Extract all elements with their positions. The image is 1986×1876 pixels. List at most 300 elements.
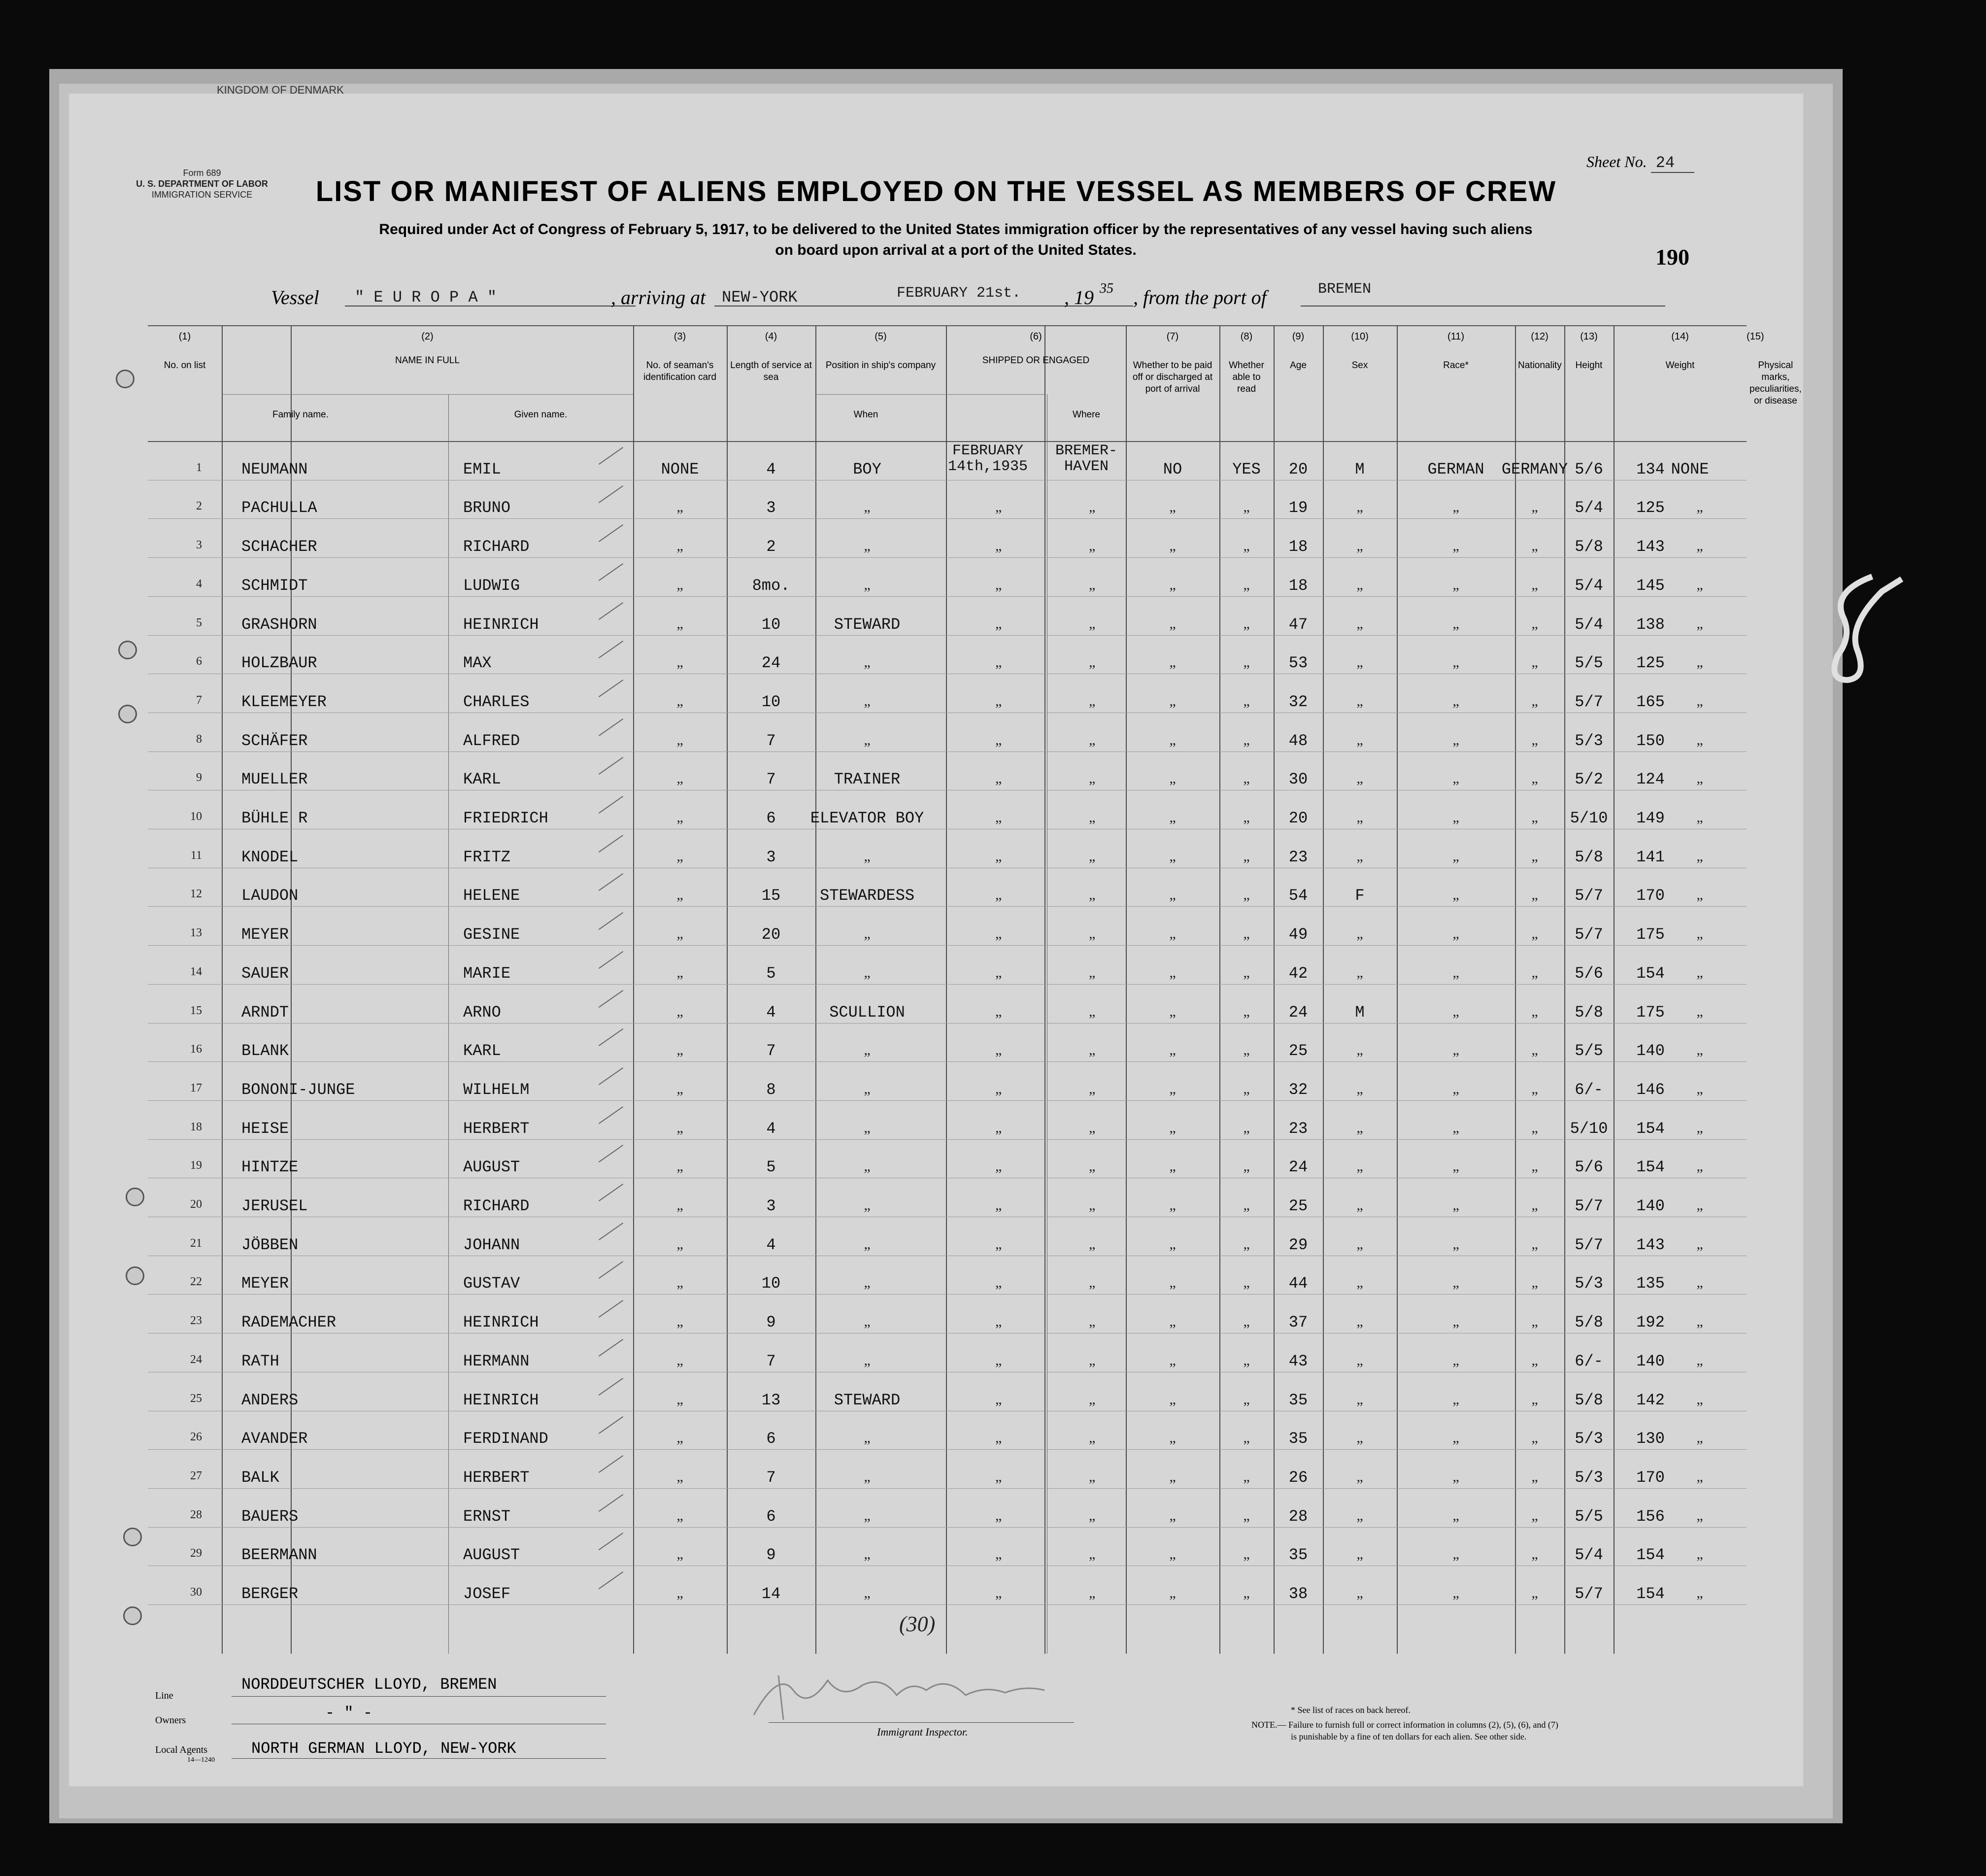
given-name: HERMANN bbox=[463, 1352, 530, 1370]
given-name: GUSTAV bbox=[463, 1274, 520, 1293]
nationality-cell: „ bbox=[1531, 654, 1538, 671]
row-number: 21 bbox=[190, 1236, 202, 1250]
read-cell: „ bbox=[1243, 1042, 1250, 1058]
weight-cell: 125 bbox=[1636, 654, 1665, 673]
table-row bbox=[148, 557, 1747, 596]
family-name: BEERMANN bbox=[241, 1546, 317, 1565]
race-cell: „ bbox=[1452, 1274, 1459, 1291]
row-number: 13 bbox=[190, 926, 202, 940]
nationality-cell: „ bbox=[1531, 1274, 1538, 1291]
race-cell: „ bbox=[1452, 1546, 1459, 1563]
age-cell: 32 bbox=[1288, 692, 1308, 711]
race-cell: „ bbox=[1452, 848, 1459, 864]
year-value: 35 bbox=[1100, 281, 1113, 296]
table-row bbox=[148, 1566, 1747, 1604]
paid-off-cell: „ bbox=[1169, 770, 1176, 787]
table-row bbox=[148, 751, 1747, 790]
row-number: 25 bbox=[190, 1392, 202, 1405]
arrival-date: FEBRUARY 21st. bbox=[897, 285, 1021, 302]
height-cell: 5/8 bbox=[1575, 538, 1603, 556]
position-cell: TRAINER bbox=[834, 770, 901, 789]
read-cell: „ bbox=[1243, 1585, 1250, 1601]
family-name: HOLZBAUR bbox=[241, 654, 317, 673]
card-cell: „ bbox=[676, 615, 683, 632]
where-cell: „ bbox=[1089, 1274, 1096, 1291]
binder-hole bbox=[126, 1266, 144, 1285]
age-cell: 30 bbox=[1288, 770, 1308, 789]
position-cell: „ bbox=[864, 1119, 871, 1136]
given-name: HELENE bbox=[463, 887, 520, 905]
read-cell: „ bbox=[1243, 848, 1250, 864]
when-cell: „ bbox=[995, 1235, 1002, 1252]
row-number: 1 bbox=[196, 461, 202, 474]
read-cell: „ bbox=[1243, 576, 1250, 593]
paid-off-cell: „ bbox=[1169, 1430, 1176, 1446]
sex-cell: „ bbox=[1356, 1391, 1363, 1407]
nationality-cell: „ bbox=[1531, 1042, 1538, 1058]
paid-off-cell: „ bbox=[1169, 576, 1176, 593]
race-cell: „ bbox=[1452, 1197, 1459, 1213]
sex-cell: „ bbox=[1356, 1546, 1363, 1563]
family-name: BLANK bbox=[241, 1042, 289, 1060]
where-cell: „ bbox=[1089, 964, 1096, 981]
family-name: PACHULLA bbox=[241, 499, 317, 517]
position-cell: „ bbox=[864, 1042, 871, 1058]
race-cell: „ bbox=[1452, 1430, 1459, 1446]
age-cell: 35 bbox=[1288, 1546, 1308, 1565]
nationality-cell: „ bbox=[1531, 770, 1538, 787]
read-cell: YES bbox=[1232, 460, 1261, 478]
card-cell: „ bbox=[676, 499, 683, 515]
age-cell: 20 bbox=[1288, 460, 1308, 478]
marks-cell: „ bbox=[1696, 654, 1703, 671]
table-row bbox=[148, 1139, 1747, 1178]
card-cell: „ bbox=[676, 1313, 683, 1330]
table-row bbox=[148, 829, 1747, 868]
family-name: NEUMANN bbox=[241, 460, 308, 478]
department-label: U. S. DEPARTMENT OF LABOR bbox=[136, 179, 268, 189]
column-header: No. on list bbox=[164, 360, 206, 371]
nationality-cell: „ bbox=[1531, 1391, 1538, 1407]
paid-off-cell: „ bbox=[1169, 654, 1176, 671]
nationality-cell: „ bbox=[1531, 1468, 1538, 1485]
column-number: (10) bbox=[1351, 331, 1369, 342]
card-cell: „ bbox=[676, 925, 683, 942]
position-cell: „ bbox=[864, 1430, 871, 1446]
binder-hole bbox=[118, 641, 137, 659]
nationality-cell: „ bbox=[1531, 1585, 1538, 1601]
paid-off-cell: „ bbox=[1169, 1158, 1176, 1175]
family-name: LAUDON bbox=[241, 887, 299, 905]
nationality-cell: „ bbox=[1531, 1197, 1538, 1213]
service-cell: 4 bbox=[766, 1003, 776, 1022]
height-cell: 5/10 bbox=[1570, 809, 1608, 827]
marks-cell: „ bbox=[1696, 615, 1703, 632]
table-row bbox=[148, 518, 1747, 557]
race-cell: „ bbox=[1452, 1391, 1459, 1407]
card-cell: „ bbox=[676, 1003, 683, 1020]
row-number: 26 bbox=[190, 1431, 202, 1444]
position-cell: „ bbox=[864, 731, 871, 748]
paid-off-cell: „ bbox=[1169, 538, 1176, 554]
age-cell: 18 bbox=[1288, 576, 1308, 595]
where-cell: „ bbox=[1089, 1430, 1096, 1446]
table-row bbox=[148, 1488, 1747, 1527]
position-cell: „ bbox=[864, 1274, 871, 1291]
age-cell: 23 bbox=[1288, 848, 1308, 866]
given-name: HEINRICH bbox=[463, 615, 539, 634]
marks-cell: „ bbox=[1696, 1585, 1703, 1601]
position-cell: „ bbox=[864, 1468, 871, 1485]
service-cell: 4 bbox=[766, 1235, 776, 1254]
service-cell: 13 bbox=[761, 1391, 781, 1409]
where-cell: „ bbox=[1089, 1119, 1096, 1136]
when-cell: „ bbox=[995, 848, 1002, 864]
sex-cell: „ bbox=[1356, 692, 1363, 709]
age-cell: 29 bbox=[1288, 1235, 1308, 1254]
read-cell: „ bbox=[1243, 615, 1250, 632]
row-number: 16 bbox=[190, 1043, 202, 1056]
weight-cell: 192 bbox=[1636, 1313, 1665, 1332]
where-cell: „ bbox=[1089, 538, 1096, 554]
read-cell: „ bbox=[1243, 499, 1250, 515]
age-cell: 25 bbox=[1288, 1042, 1308, 1060]
race-cell: „ bbox=[1452, 692, 1459, 709]
race-cell: „ bbox=[1452, 615, 1459, 632]
family-name: KNODEL bbox=[241, 848, 299, 866]
table-row bbox=[148, 1294, 1747, 1333]
column-header: Race* bbox=[1443, 360, 1469, 371]
age-cell: 49 bbox=[1288, 925, 1308, 944]
family-name: MUELLER bbox=[241, 770, 308, 789]
service-cell: 9 bbox=[766, 1546, 776, 1565]
when-cell: „ bbox=[995, 1119, 1002, 1136]
card-cell: „ bbox=[676, 654, 683, 671]
position-cell: „ bbox=[864, 499, 871, 515]
weight-cell: 149 bbox=[1636, 809, 1665, 827]
nationality-cell: „ bbox=[1531, 615, 1538, 632]
read-cell: „ bbox=[1243, 809, 1250, 825]
total-count: (30) bbox=[899, 1612, 936, 1636]
given-name: RICHARD bbox=[463, 538, 530, 556]
service-cell: 6 bbox=[766, 1430, 776, 1448]
sex-cell: „ bbox=[1356, 770, 1363, 787]
race-cell: GERMAN bbox=[1427, 460, 1484, 478]
marks-cell: „ bbox=[1696, 1235, 1703, 1252]
family-name: ANDERS bbox=[241, 1391, 299, 1409]
nationality-cell: „ bbox=[1531, 809, 1538, 825]
nationality-cell: „ bbox=[1531, 964, 1538, 981]
arriving-port: NEW-YORK bbox=[722, 288, 798, 307]
given-name: HEINRICH bbox=[463, 1313, 539, 1332]
read-cell: „ bbox=[1243, 887, 1250, 903]
row-number: 9 bbox=[196, 771, 202, 785]
age-cell: 37 bbox=[1288, 1313, 1308, 1332]
position-cell: „ bbox=[864, 538, 871, 554]
given-name: WILHELM bbox=[463, 1080, 530, 1099]
column-number: (5) bbox=[875, 331, 887, 342]
table-row bbox=[148, 906, 1747, 945]
subtitle-line-1: Required under Act of Congress of February 5, 1917, to be delivered to the United States immigration officer by the representatives of any vessel having such aliens bbox=[379, 221, 1533, 238]
paid-off-cell: „ bbox=[1169, 1507, 1176, 1524]
nationality-cell: „ bbox=[1531, 848, 1538, 864]
service-cell: 5 bbox=[766, 964, 776, 983]
service-cell: 3 bbox=[766, 1197, 776, 1215]
card-cell: „ bbox=[676, 1080, 683, 1097]
position-cell: „ bbox=[864, 1313, 871, 1330]
column-header: No. of seaman's identification card bbox=[643, 360, 716, 382]
where-cell: „ bbox=[1089, 654, 1096, 671]
weight-cell: 146 bbox=[1636, 1080, 1665, 1099]
position-cell: „ bbox=[864, 848, 871, 864]
age-cell: 20 bbox=[1288, 809, 1308, 827]
paid-off-cell: „ bbox=[1169, 964, 1176, 981]
sex-cell: „ bbox=[1356, 1430, 1363, 1446]
sheet-label: Sheet No. bbox=[1586, 153, 1647, 171]
race-cell: „ bbox=[1452, 1507, 1459, 1524]
where-cell: BREMER- HAVEN bbox=[1055, 443, 1118, 475]
subheader-when: When bbox=[853, 409, 878, 420]
height-cell: 5/4 bbox=[1575, 1546, 1603, 1565]
subheader-family-name: Family name. bbox=[272, 409, 329, 420]
read-cell: „ bbox=[1243, 1507, 1250, 1524]
service-cell: 10 bbox=[761, 1274, 781, 1293]
when-cell: „ bbox=[995, 1080, 1002, 1097]
when-cell: „ bbox=[995, 1585, 1002, 1601]
height-cell: 5/10 bbox=[1570, 1119, 1608, 1138]
family-name: SAUER bbox=[241, 964, 289, 983]
marks-cell: „ bbox=[1696, 1119, 1703, 1136]
table-row bbox=[148, 1527, 1747, 1566]
race-cell: „ bbox=[1452, 964, 1459, 981]
row-number: 11 bbox=[190, 849, 202, 862]
table-row bbox=[148, 480, 1747, 519]
age-cell: 24 bbox=[1288, 1003, 1308, 1022]
where-cell: „ bbox=[1089, 1003, 1096, 1020]
read-cell: „ bbox=[1243, 1430, 1250, 1446]
where-cell: „ bbox=[1089, 1391, 1096, 1407]
position-cell: „ bbox=[864, 1197, 871, 1213]
where-cell: „ bbox=[1089, 770, 1096, 787]
age-cell: 25 bbox=[1288, 1197, 1308, 1215]
height-cell: 5/3 bbox=[1575, 1468, 1603, 1487]
marks-cell: „ bbox=[1696, 1391, 1703, 1407]
service-cell: 7 bbox=[766, 1042, 776, 1060]
form-number: Form 689 bbox=[183, 168, 221, 178]
where-cell: „ bbox=[1089, 615, 1096, 632]
family-name: KLEEMEYER bbox=[241, 692, 327, 711]
row-number: 15 bbox=[190, 1004, 202, 1017]
sheet-value: 24 bbox=[1651, 154, 1694, 173]
card-cell: NONE bbox=[661, 460, 699, 478]
family-name: ARNDT bbox=[241, 1003, 289, 1022]
service-cell: 3 bbox=[766, 848, 776, 866]
sex-cell: „ bbox=[1356, 615, 1363, 632]
height-cell: 5/4 bbox=[1575, 615, 1603, 634]
paid-off-cell: „ bbox=[1169, 1274, 1176, 1291]
sex-cell: „ bbox=[1356, 1352, 1363, 1368]
sex-cell: M bbox=[1355, 460, 1365, 478]
family-name: JÖBBEN bbox=[241, 1235, 299, 1254]
column-number: (3) bbox=[673, 331, 686, 342]
sex-cell: „ bbox=[1356, 1585, 1363, 1601]
race-cell: „ bbox=[1452, 1235, 1459, 1252]
card-cell: „ bbox=[676, 538, 683, 554]
kingdom-stamp: KINGDOM OF DENMARK bbox=[217, 84, 344, 96]
sex-cell: „ bbox=[1356, 1274, 1363, 1291]
when-cell: „ bbox=[995, 964, 1002, 981]
agents-underline bbox=[232, 1758, 606, 1759]
table-row bbox=[148, 1411, 1747, 1450]
when-cell: „ bbox=[995, 499, 1002, 515]
row-number: 29 bbox=[190, 1547, 202, 1560]
column-number: (11) bbox=[1447, 331, 1465, 342]
sex-cell: „ bbox=[1356, 654, 1363, 671]
column-number: (6) bbox=[1030, 331, 1042, 342]
margin-mark bbox=[1813, 572, 1912, 690]
nationality-cell: „ bbox=[1531, 1235, 1538, 1252]
marks-cell: „ bbox=[1696, 1507, 1703, 1524]
weight-cell: 175 bbox=[1636, 925, 1665, 944]
column-number: (4) bbox=[765, 331, 777, 342]
height-cell: 5/7 bbox=[1575, 925, 1603, 944]
service-cell: 10 bbox=[761, 615, 781, 634]
paid-off-cell: „ bbox=[1169, 1352, 1176, 1368]
service-cell: 9 bbox=[766, 1313, 776, 1332]
when-cell: „ bbox=[995, 692, 1002, 709]
when-cell: „ bbox=[995, 887, 1002, 903]
binder-hole bbox=[118, 705, 137, 723]
family-name: BÜHLE R bbox=[241, 809, 308, 827]
where-cell: „ bbox=[1089, 809, 1096, 825]
where-cell: „ bbox=[1089, 731, 1096, 748]
shipped-subhead-rule bbox=[815, 394, 1044, 395]
age-cell: 19 bbox=[1288, 499, 1308, 517]
read-cell: „ bbox=[1243, 1546, 1250, 1563]
column-number: (13) bbox=[1580, 331, 1598, 342]
age-cell: 38 bbox=[1288, 1585, 1308, 1603]
service-cell: 15 bbox=[761, 887, 781, 905]
marks-cell: „ bbox=[1696, 1313, 1703, 1330]
family-name: SCHÄFER bbox=[241, 731, 308, 750]
marks-cell: „ bbox=[1696, 1080, 1703, 1097]
from-port: BREMEN bbox=[1318, 281, 1372, 298]
column-header: Whether able to read bbox=[1229, 360, 1264, 394]
table-row bbox=[148, 1256, 1747, 1295]
row-number: 5 bbox=[196, 616, 202, 629]
when-cell: „ bbox=[995, 1042, 1002, 1058]
read-cell: „ bbox=[1243, 1003, 1250, 1020]
table-row bbox=[148, 984, 1747, 1023]
where-cell: „ bbox=[1089, 692, 1096, 709]
height-cell: 5/6 bbox=[1575, 964, 1603, 983]
family-name: BERGER bbox=[241, 1585, 299, 1603]
height-cell: 5/8 bbox=[1575, 1313, 1603, 1332]
where-cell: „ bbox=[1089, 925, 1096, 942]
paid-off-cell: „ bbox=[1169, 925, 1176, 942]
row-number: 22 bbox=[190, 1275, 202, 1289]
weight-cell: 124 bbox=[1636, 770, 1665, 789]
table-row bbox=[148, 713, 1747, 751]
height-cell: 5/4 bbox=[1575, 499, 1603, 517]
table-row bbox=[148, 1178, 1747, 1217]
owners-label: Owners bbox=[155, 1715, 186, 1726]
row-number: 27 bbox=[190, 1469, 202, 1482]
position-cell: SCULLION bbox=[829, 1003, 905, 1022]
family-name: AVANDER bbox=[241, 1430, 308, 1448]
row-number: 30 bbox=[190, 1586, 202, 1599]
read-cell: „ bbox=[1243, 1197, 1250, 1213]
race-cell: „ bbox=[1452, 1003, 1459, 1020]
agents-label: Local Agents bbox=[155, 1744, 208, 1755]
card-cell: „ bbox=[676, 731, 683, 748]
when-cell: „ bbox=[995, 1158, 1002, 1175]
card-cell: „ bbox=[676, 576, 683, 593]
age-cell: 42 bbox=[1288, 964, 1308, 983]
row-number: 17 bbox=[190, 1081, 202, 1094]
position-cell: STEWARD bbox=[834, 615, 901, 634]
service-cell: 6 bbox=[766, 809, 776, 827]
when-cell: FEBRUARY 14th,1935 bbox=[947, 443, 1028, 475]
read-cell: „ bbox=[1243, 1119, 1250, 1136]
service-cell: 2 bbox=[766, 538, 776, 556]
service-cell: 24 bbox=[761, 654, 781, 673]
column-number: (9) bbox=[1292, 331, 1305, 342]
nationality-cell: „ bbox=[1531, 731, 1538, 748]
sex-cell: „ bbox=[1356, 1507, 1363, 1524]
service-cell: 20 bbox=[761, 925, 781, 944]
weight-cell: 170 bbox=[1636, 1468, 1665, 1487]
paid-off-cell: „ bbox=[1169, 1003, 1176, 1020]
nationality-cell: „ bbox=[1531, 576, 1538, 593]
row-number: 6 bbox=[196, 655, 202, 668]
family-name: GRASHORN bbox=[241, 615, 317, 634]
marks-cell: „ bbox=[1696, 538, 1703, 554]
where-cell: „ bbox=[1089, 1042, 1096, 1058]
marks-cell: „ bbox=[1696, 499, 1703, 515]
weight-cell: 154 bbox=[1636, 1158, 1665, 1177]
table-row bbox=[148, 635, 1747, 674]
height-cell: 5/7 bbox=[1575, 1235, 1603, 1254]
row-number: 4 bbox=[196, 577, 202, 590]
paid-off-cell: „ bbox=[1169, 848, 1176, 864]
row-rule bbox=[148, 1604, 1747, 1605]
position-cell: „ bbox=[864, 1585, 871, 1601]
race-cell: „ bbox=[1452, 925, 1459, 942]
where-cell: „ bbox=[1089, 848, 1096, 864]
column-header: Weight bbox=[1665, 360, 1695, 371]
column-number: (1) bbox=[178, 331, 191, 342]
when-cell: „ bbox=[995, 1391, 1002, 1407]
height-cell: 5/5 bbox=[1575, 654, 1603, 673]
when-cell: „ bbox=[995, 731, 1002, 748]
when-cell: „ bbox=[995, 809, 1002, 825]
nationality-cell: „ bbox=[1531, 1507, 1538, 1524]
sex-cell: „ bbox=[1356, 1313, 1363, 1330]
nationality-cell: „ bbox=[1531, 887, 1538, 903]
race-cell: „ bbox=[1452, 809, 1459, 825]
paid-off-cell: „ bbox=[1169, 1391, 1176, 1407]
paid-off-cell: „ bbox=[1169, 1468, 1176, 1485]
column-header: Sex bbox=[1351, 360, 1368, 371]
table-top-rule bbox=[148, 325, 1747, 326]
card-cell: „ bbox=[676, 1274, 683, 1291]
position-cell: „ bbox=[864, 1158, 871, 1175]
row-number: 23 bbox=[190, 1314, 202, 1328]
paid-off-cell: „ bbox=[1169, 1546, 1176, 1563]
card-cell: „ bbox=[676, 1468, 683, 1485]
note-line-2: is punishable by a fine of ten dollars for each alien. See other side. bbox=[1291, 1732, 1527, 1741]
